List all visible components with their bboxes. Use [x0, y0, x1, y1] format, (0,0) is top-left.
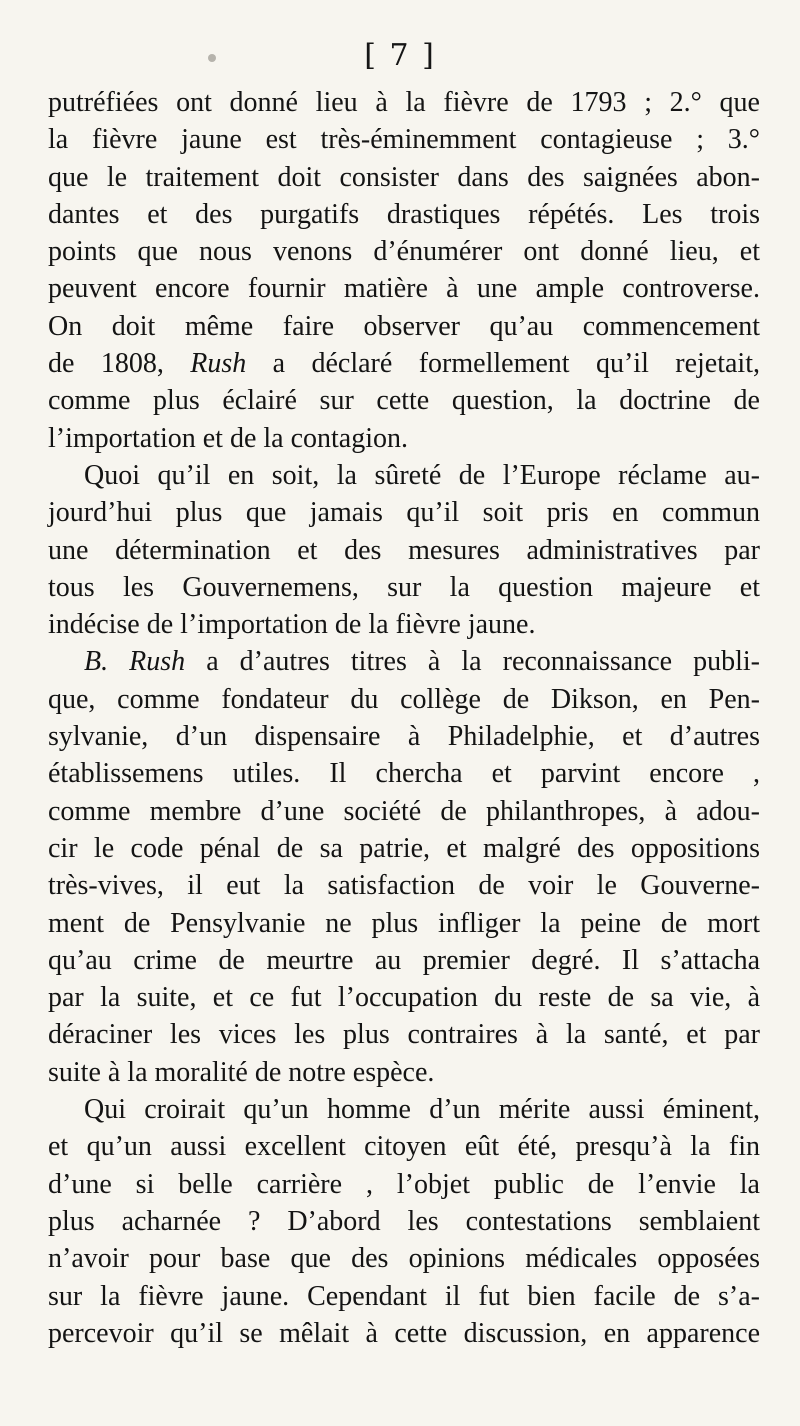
person-name: Rush — [190, 348, 247, 380]
text-line: ment de Pensylvanie ne plus infliger la peine de mort — [48, 907, 760, 939]
text-line: plus acharnée ? D’abord les contestations semblaient — [48, 1205, 760, 1237]
text-line: comme plus éclairé sur cette question, la doctrine de — [48, 385, 760, 417]
paragraph-2 — [48, 457, 760, 643]
paragraph-4 — [48, 1091, 760, 1352]
text-line: B. Rush a d’autres titres à la reconnaissance publi- — [84, 646, 761, 678]
text-line: sylvanie, d’un dispensaire à Philadelphie, et d’autres — [48, 721, 760, 753]
text-line: l’importation et de la contagion. — [48, 422, 409, 454]
text-line: tous les Gouvernemens, sur la question majeure et — [48, 571, 760, 603]
text-line: et qu’un aussi excellent citoyen eût été, presqu’à la fin — [48, 1131, 760, 1163]
page-number: [ 7 ] — [364, 38, 436, 73]
text-line: suite à la moralité de notre espèce. — [48, 1056, 435, 1088]
text-line: que, comme fondateur du collège de Dikson, en Pen- — [48, 683, 760, 715]
text-line: d’une si belle carrière , l’objet public de l’envie la — [48, 1168, 760, 1200]
text-line: déraciner les vices les plus contraires à la santé, et par — [48, 1019, 760, 1051]
text-line: Quoi qu’il en soit, la sûreté de l’Europe réclame au- — [84, 459, 760, 491]
text-line: établissemens utiles. Il chercha et parvint encore , — [48, 758, 760, 790]
text-line: par la suite, et ce fut l’occupation du reste de sa vie, à — [48, 982, 760, 1014]
body-text — [48, 84, 760, 1352]
text-line: jourd’hui plus que jamais qu’il soit pris en commun — [48, 497, 760, 529]
text-line: sur la fièvre jaune. Cependant il fut bien facile de s’a- — [48, 1280, 760, 1312]
text-line: indécise de l’importation de la fièvre jaune. — [48, 609, 536, 641]
text-line: comme membre d’une société de philanthropes, à adou- — [48, 795, 760, 827]
text-line: peuvent encore fournir matière à une ample controverse. — [48, 273, 760, 305]
text-line: très-vives, il eut la satisfaction de voir le Gouverne- — [48, 870, 760, 902]
text-line: de 1808, Rush a déclaré formellement qu’il rejetait, — [48, 348, 760, 380]
text-line: points que nous venons d’énumérer ont donné lieu, et — [48, 236, 760, 268]
text-line: Qui croirait qu’un homme d’un mérite aussi éminent, — [84, 1094, 760, 1126]
paragraph-3 — [48, 643, 760, 1091]
text-line: la fièvre jaune est très-éminemment contagieuse ; 3.° — [48, 124, 760, 156]
person-name: B. Rush — [84, 646, 186, 678]
text-line: percevoir qu’il se mêlait à cette discussion, en apparence — [48, 1317, 760, 1349]
text-line: qu’au crime de meurtre au premier degré. Il s’attacha — [48, 944, 760, 976]
text-line: une détermination et des mesures administratives par — [48, 534, 760, 566]
text-line: cir le code pénal de sa patrie, et malgré des oppositions — [48, 832, 760, 864]
text-line: putréfiées ont donné lieu à la fièvre de 1793 ; 2.° que — [48, 87, 760, 118]
text-line: On doit même faire observer qu’au commencement — [48, 310, 760, 342]
text-line: dantes et des purgatifs drastiques répétés. Les trois — [48, 198, 760, 230]
text-line: que le traitement doit consister dans des saignées abon- — [48, 161, 760, 193]
paragraph-1 — [48, 84, 760, 457]
text-line: n’avoir pour base que des opinions médicales opposées — [48, 1243, 760, 1275]
